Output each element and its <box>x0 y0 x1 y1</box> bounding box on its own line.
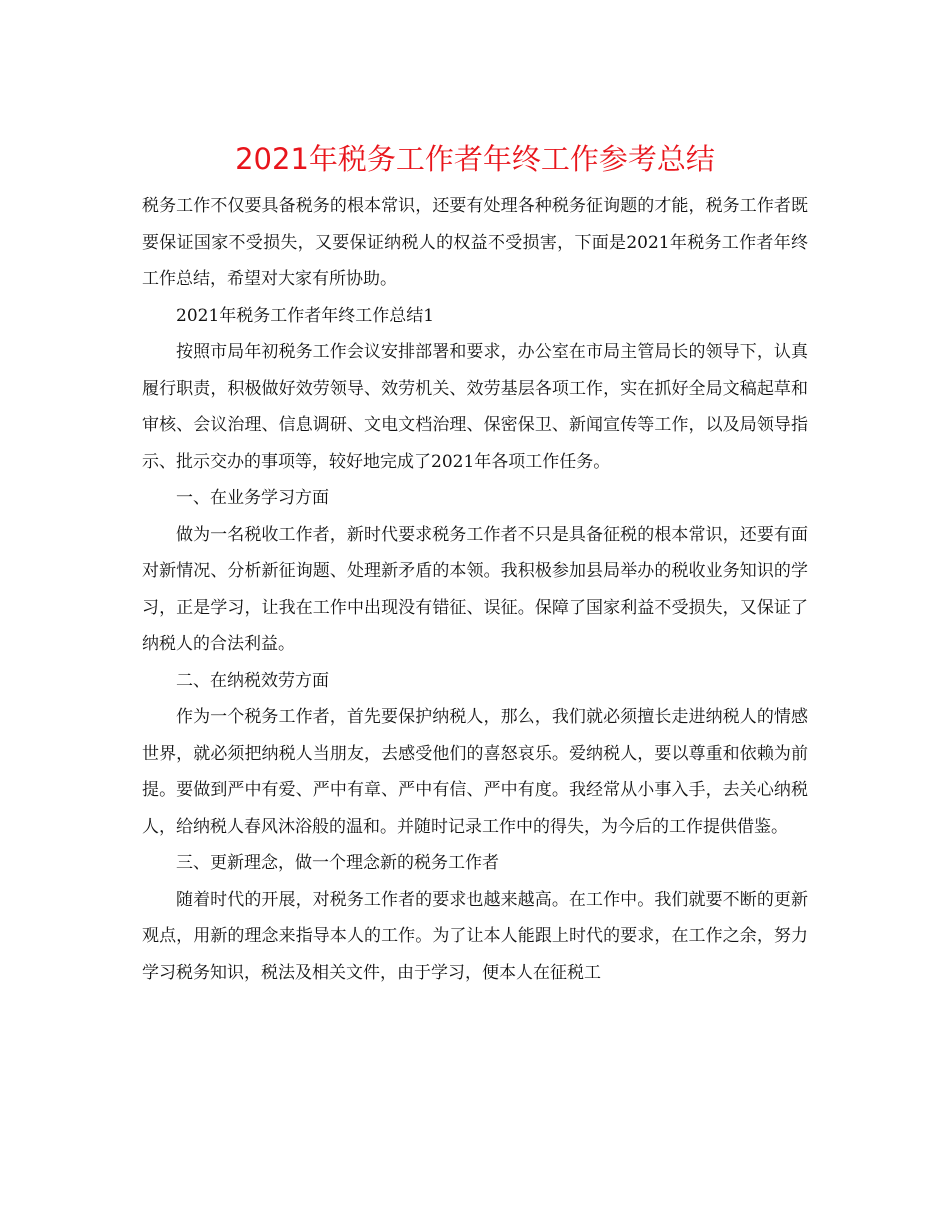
document-page <box>142 136 808 991</box>
document-title: 2021年税务工作者年终工作参考总结 <box>235 142 715 176</box>
body-paragraph-service: 作为一个税务工作者，首先要保护纳税人，那么，我们就必须擅长走进纳税人的情感世界，就必须把纳税人当朋友，去感受他们的喜怒哀乐。爱纳税人，要以尊重和依赖为前提。要做到严中有爱、严中有章、严中有信、严中有度。我经常从小事入手，去关心纳税人，给纳税人春风沐浴般的温和。并随时记录工作中的得失，为今后的工作提供借鉴。 <box>142 707 808 837</box>
body-paragraph-ideas: 随着时代的开展，对税务工作者的要求也越来越高。在工作中。我们就要不断的更新观点，用新的理念来指导本人的工作。为了让本人能跟上时代的要求，在工作之余，努力学习税务知识，税法及相关文件，由于学习，便本人在征税工 <box>142 889 808 983</box>
body-paragraph-study: 做为一名税收工作者，新时代要求税务工作者不只是具备征税的根本常识，还要有面对新情况、分析新征询题、处理新矛盾的本领。我积极参加县局举办的税收业务知识的学习，正是学习，让我在工作中出现没有错征、误征。保障了国家利益不受损失，又保证了纳税人的合法利益。 <box>142 524 808 654</box>
section-heading-ideas: 三、更新理念，做一个理念新的税务工作者 <box>176 853 499 873</box>
section-heading-study: 一、在业务学习方面 <box>176 488 329 508</box>
section-heading-service: 二、在纳税效劳方面 <box>176 670 329 691</box>
section-heading-summary-1: 2021年税务工作者年终工作总结1 <box>176 305 435 326</box>
intro-paragraph: 税务工作不仅要具备税务的根本常识，还要有处理各种税务征询题的才能，税务工作者既要保证国家不受损失，又要保证纳税人的权益不受损害，下面是2021年税务工作者年终工作总结，希望对大家有所协助。 <box>142 196 808 289</box>
body-paragraph-office-work: 按照市局年初税务工作会议安排部署和要求，办公室在市局主管局长的领导下，认真履行职责，积极做好效劳领导、效劳机关、效劳基层各项工作，实在抓好全局文稿起草和审核、会议治理、信息调研、文电文档治理、保密保卫、新闻宣传等工作，以及局领导指示、批示交办的事项等，较好地完成了2021年各项工作任务。 <box>142 342 808 472</box>
